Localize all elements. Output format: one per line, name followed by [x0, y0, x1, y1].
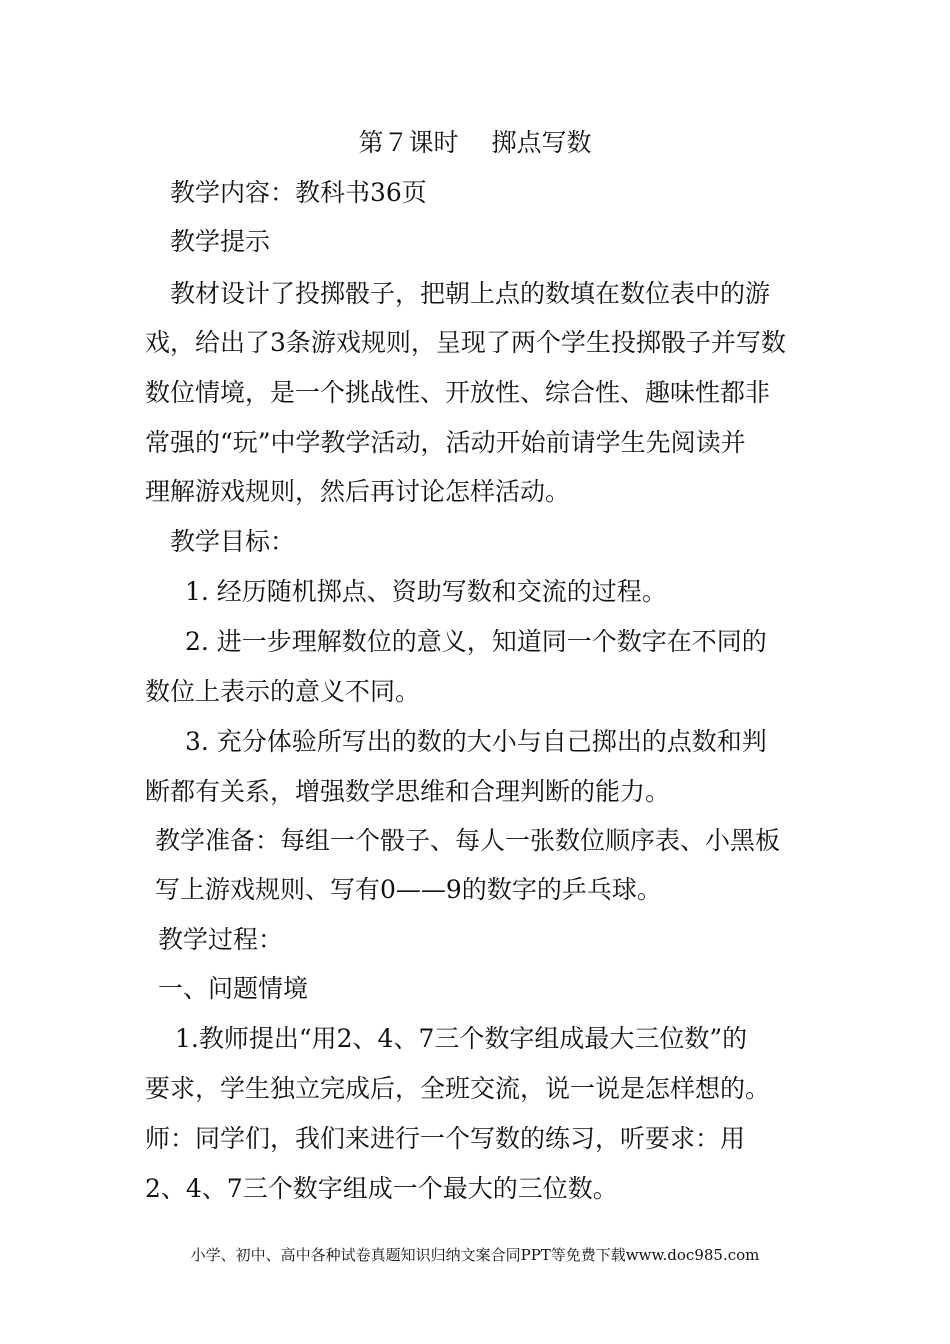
paragraph-line: 写上游戏规则、写有0——9的数字的乒乓球。 [155, 875, 662, 904]
section-heading: 一、问题情境 [158, 974, 309, 1003]
list-item: 1.教师提出“用2、4、7三个数字组成最大三位数”的 [175, 1024, 748, 1053]
list-item: 2. 进一步理解数位的意义，知道同一个数字在不同的 [185, 627, 767, 656]
paragraph-line: 数位情境，是一个挑战性、开放性、综合性、趣味性都非 [145, 378, 771, 407]
paragraph-line: 2、4、7三个数字组成一个最大的三位数。 [145, 1174, 618, 1203]
paragraph-line: 数位上表示的意义不同。 [145, 677, 421, 706]
page-footer: 小学、初中、高中各种试卷真题知识归纳文案合同PPT等免费下载www.doc985.com [190, 1246, 760, 1264]
list-item: 1. 经历随机掷点、资助写数和交流的过程。 [185, 577, 667, 606]
section-heading: 教学提示 [170, 227, 271, 256]
list-item: 3. 充分体验所写出的数的大小与自己掷出的点数和判 [185, 727, 767, 756]
paragraph-line: 教学内容：教科书36页 [170, 178, 427, 207]
paragraph-line: 师：同学们，我们来进行一个写数的练习，听要求：用 [145, 1124, 746, 1153]
paragraph-line: 要求，学生独立完成后，全班交流，说一说是怎样想的。 [145, 1074, 771, 1103]
paragraph-line: 常强的“玩”中学教学活动，活动开始前请学生先阅读并 [145, 428, 746, 457]
paragraph-line: 戏，给出了3条游戏规则，呈现了两个学生投掷骰子并写数 [145, 328, 786, 357]
paragraph-line: 教学准备：每组一个骰子、每人一张数位顺序表、小黑板 [155, 826, 781, 855]
section-heading: 教学目标： [170, 527, 296, 556]
paragraph-line: 教材设计了投掷骰子，把朝上点的数填在数位表中的游 [170, 279, 771, 308]
lesson-title: 第７课时 掷点写数 [358, 128, 592, 157]
section-heading: 教学过程： [158, 925, 284, 954]
paragraph-line: 理解游戏规则，然后再讨论怎样活动。 [145, 477, 571, 506]
paragraph-line: 断都有关系，增强数学思维和合理判断的能力。 [145, 777, 671, 806]
